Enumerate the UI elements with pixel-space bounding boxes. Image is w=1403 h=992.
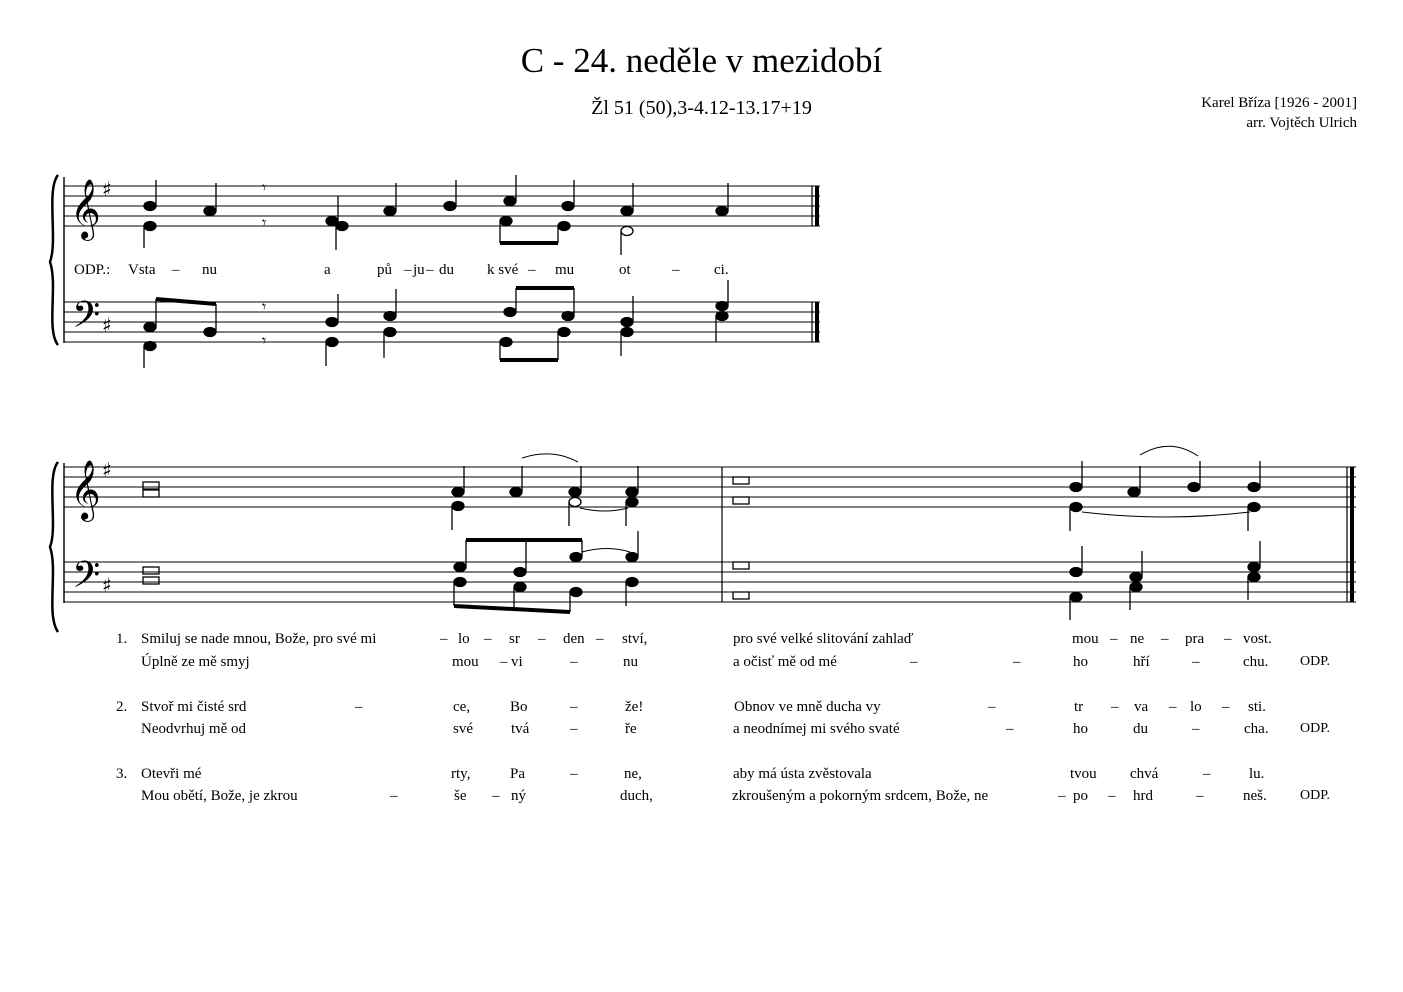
refrain-syllable: Vsta [128, 262, 156, 278]
refrain-syllable: ju [413, 262, 425, 278]
refrain-syllable: nu [202, 262, 217, 278]
verse-text: – [484, 631, 492, 647]
verse-text: še [454, 788, 467, 804]
verse-text: – [1110, 631, 1118, 647]
refrain-syllable: mu [555, 262, 575, 278]
verse-text: Úplně ze mě smyj [141, 654, 250, 670]
verse-text: – [355, 699, 363, 715]
treble-staff-1 [64, 186, 820, 226]
verse-text: a očisť mě od mé [733, 654, 837, 670]
verse-text: – [1161, 631, 1169, 647]
refrain-syllable: a [324, 262, 331, 278]
verse-text: pro své velké slitování zahlaď [733, 631, 914, 647]
verse-text: – [596, 631, 604, 647]
verse-text: sti. [1248, 699, 1266, 715]
system-2-brace [50, 462, 58, 632]
verse-number: 1. [116, 631, 128, 647]
odp-marker: ODP. [1300, 788, 1330, 803]
verse-text: lo [1190, 699, 1202, 715]
verse-text: hří [1133, 654, 1150, 670]
verse-text: lu. [1249, 766, 1265, 782]
verse-text: – [1224, 631, 1232, 647]
verse-text: vost. [1243, 631, 1272, 647]
verse-text: – [570, 721, 578, 737]
svg-text:𝄾: 𝄾 [262, 180, 267, 197]
verse-text: nu [623, 654, 638, 670]
verse-text: sr [509, 631, 520, 647]
verse-text: – [1111, 699, 1119, 715]
key-sharp-2: ♯ [102, 458, 112, 482]
verse-text: mou [1072, 631, 1099, 647]
verse-text: vi [511, 654, 523, 670]
refrain-syllable: pů [377, 262, 392, 278]
refrain-syllable: ODP.: [74, 262, 111, 278]
verse-text: že! [625, 699, 644, 715]
verse-text: Otevři mé [141, 766, 202, 782]
composer: Karel Bříza [1926 - 2001] [1201, 95, 1357, 111]
verse-text: své [453, 721, 473, 737]
verse-text: – [1058, 788, 1066, 804]
verse-text: ný [511, 788, 526, 804]
bass-clef-1: 𝄢 [72, 294, 101, 345]
verse-text: – [1196, 788, 1204, 804]
system-2-notes [143, 446, 1260, 620]
psalm-reference: Žl 51 (50),3-4.12-13.17+19 [591, 97, 812, 119]
refrain-syllable: – [528, 262, 536, 278]
odp-marker: ODP. [1300, 654, 1330, 669]
verse-text: – [440, 631, 448, 647]
verse-text: a neodnímej mi svého svaté [733, 721, 900, 737]
verse-text: – [570, 699, 578, 715]
verse-text: – [1192, 721, 1200, 737]
verse-number: 2. [116, 699, 128, 715]
verse-text: Smiluj se nade mnou, Bože, pro své mi [141, 631, 377, 647]
verse-text: tr [1074, 699, 1084, 715]
refrain-syllable: – [404, 262, 412, 278]
verse-text: pra [1185, 631, 1205, 647]
verse-text: lo [458, 631, 470, 647]
refrain-syllable: ci. [714, 262, 729, 278]
verse-text: aby má ústa zvěstovala [733, 766, 872, 782]
verse-number: 3. [116, 766, 128, 782]
verse-text: – [570, 654, 578, 670]
verse-text: ne, [624, 766, 642, 782]
verse-text: Mou obětí, Bože, je zkrou [141, 788, 298, 804]
verse-text: Bo [510, 699, 528, 715]
bass-clef-2: 𝄢 [72, 554, 101, 605]
verse-text: ho [1073, 721, 1088, 737]
verse-text: rty, [451, 766, 471, 782]
verse-text: neš. [1243, 788, 1267, 804]
verse-text: ství, [622, 631, 648, 647]
key-sharp-1b: ♯ [102, 313, 112, 337]
refrain-syllable: k své [487, 262, 519, 278]
verse-text: Stvoř mi čisté srd [141, 699, 247, 715]
verse-text: – [988, 699, 996, 715]
verse-text: – [1222, 699, 1230, 715]
verse-text: – [538, 631, 546, 647]
verse-text: – [1192, 654, 1200, 670]
arranger: arr. Vojtěch Ulrich [1246, 115, 1357, 131]
verse-text: duch, [620, 788, 653, 804]
verse-text: ce, [453, 699, 471, 715]
verse-text: zkroušeným a pokorným srdcem, Bože, ne [732, 788, 989, 804]
refrain-syllable: – [426, 262, 434, 278]
verse-text: Neodvrhuj mě od [141, 721, 246, 737]
treble-staff-2 [64, 467, 1356, 507]
system-1-brace [50, 175, 58, 345]
verse-text: chvá [1130, 766, 1159, 782]
verse-text: – [910, 654, 918, 670]
verse-text: po [1073, 788, 1088, 804]
verse-text: – [1203, 766, 1211, 782]
verse-text: – [1006, 721, 1014, 737]
page-title: C - 24. neděle v mezidobí [520, 41, 883, 80]
key-sharp-2b: ♯ [102, 573, 112, 597]
verse-text: – [1169, 699, 1177, 715]
verse-text: – [1013, 654, 1021, 670]
verse-text: tvá [511, 721, 530, 737]
verse-text: du [1133, 721, 1148, 737]
svg-text:𝄾: 𝄾 [262, 215, 267, 232]
verse-text: – [1108, 788, 1116, 804]
verse-text: ne [1130, 631, 1145, 647]
verse-text: – [570, 766, 578, 782]
verse-text: Obnov ve mně ducha vy [734, 699, 881, 715]
bass-staff-2 [64, 562, 1356, 602]
refrain-syllable: du [439, 262, 454, 278]
refrain-syllable: – [672, 262, 680, 278]
verse-text: hrd [1133, 788, 1153, 804]
system-1-notes [144, 175, 728, 368]
treble-clef-2: 𝄞 [70, 460, 101, 520]
verse-text: ho [1073, 654, 1088, 670]
verse-text: den [563, 631, 585, 647]
key-sharp-1: ♯ [102, 177, 112, 201]
verse-text: Pa [510, 766, 525, 782]
verse-text: ře [625, 721, 637, 737]
verse-text: – [492, 788, 500, 804]
verse-text: mou [452, 654, 479, 670]
verse-text: cha. [1244, 721, 1269, 737]
verse-text: – [500, 654, 508, 670]
svg-text:𝄾: 𝄾 [262, 333, 267, 350]
verse-text: va [1134, 699, 1149, 715]
verse-text: – [390, 788, 398, 804]
verse-text: chu. [1243, 654, 1269, 670]
verse-text: tvou [1070, 766, 1097, 782]
treble-clef-1: 𝄞 [70, 179, 101, 239]
odp-marker: ODP. [1300, 721, 1330, 736]
bass-staff-1 [64, 302, 820, 342]
refrain-syllable: – [172, 262, 180, 278]
svg-text:𝄾: 𝄾 [262, 299, 267, 316]
refrain-syllable: ot [619, 262, 631, 278]
